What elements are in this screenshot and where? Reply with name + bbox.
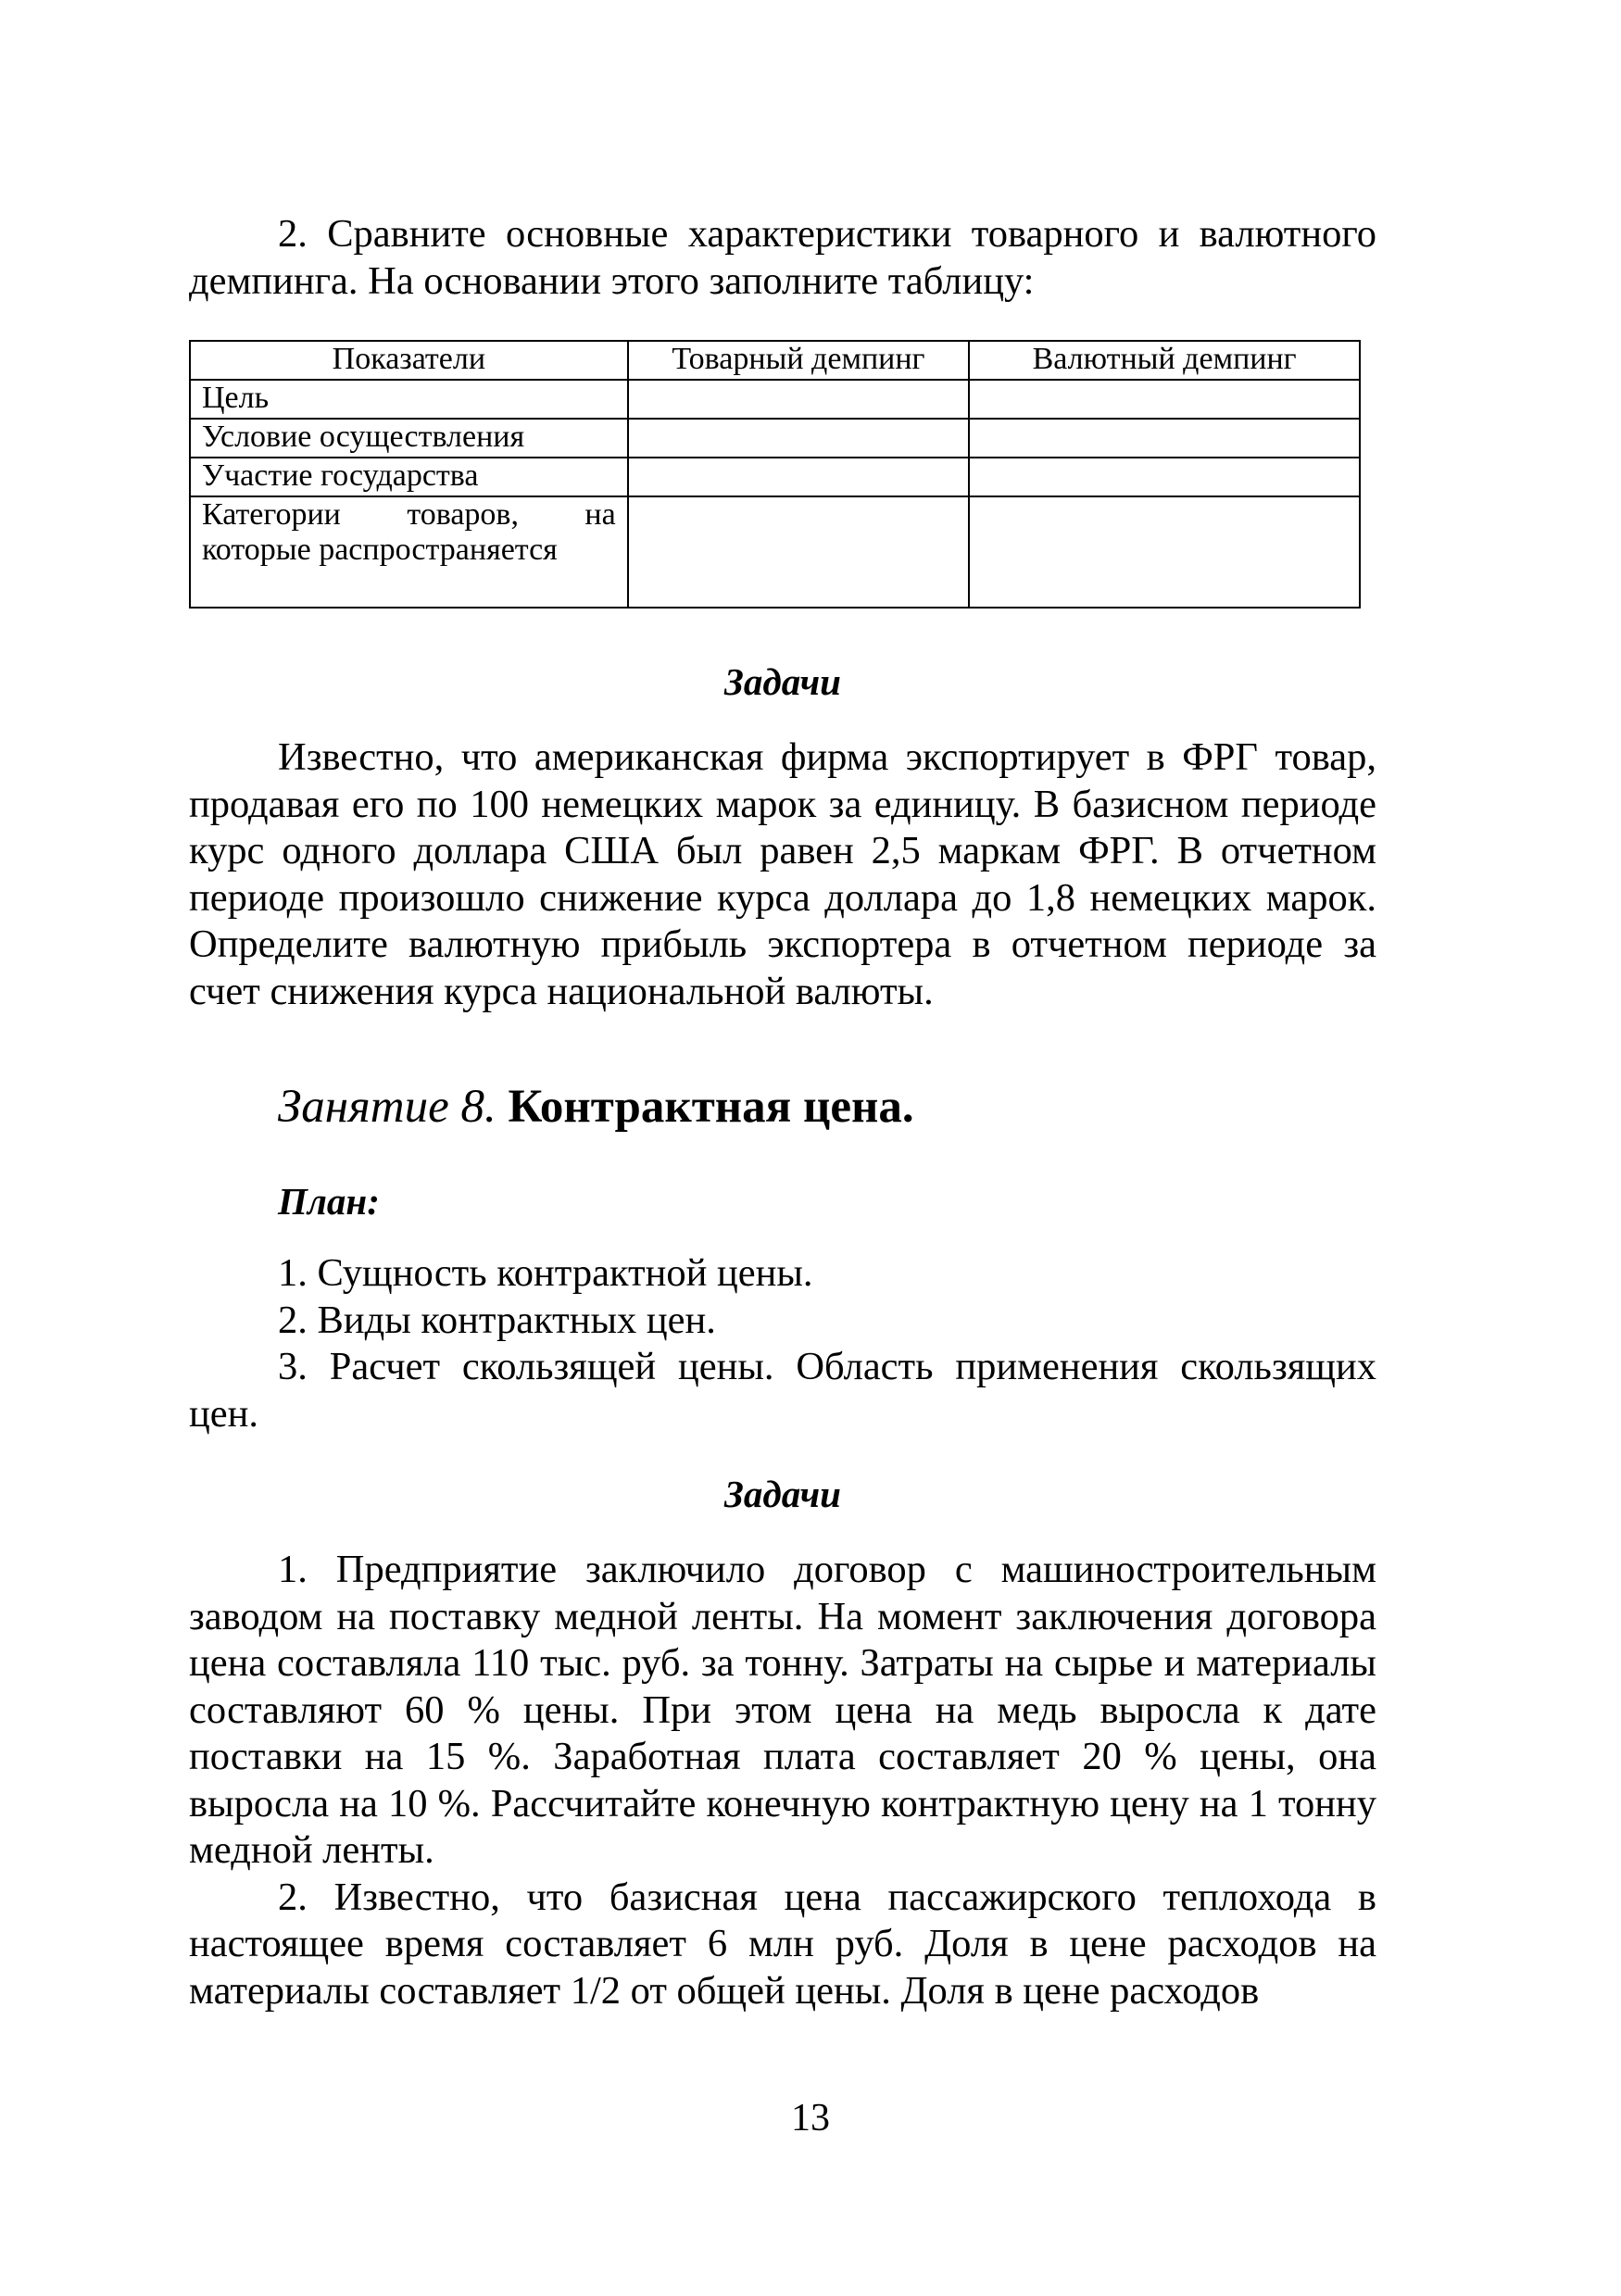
lesson-topic: Контрактная цена. (508, 1081, 914, 1133)
plan-item: 2. Виды контрактных цен. (278, 1298, 716, 1342)
task-paragraph: Известно, что американская фирма экспортирует в ФРГ товар, продавая его по 100 немецких марок за единицу. В базисном периоде курс одного доллара США был равен 2,5 маркам ФРГ. В отчетном периоде произошло снижение курса доллара до 1,8 немецких марок. Определите валютную прибыль экспортера в отчетном периоде за счет снижения курса национальной валюты. (189, 735, 1376, 1013)
intro-paragraph: 2. Сравните основные характеристики товарного и валютного демпинга. На основании этого заполните таблицу: (189, 212, 1376, 303)
lesson-title (278, 1078, 1376, 1135)
task-item: 2. Известно, что базисная цена пассажирского теплохода в настоящее время составляет 6 млн руб. Доля в цене расходов на материалы составляет 1/2 от общей цены. Доля в цене расходов (189, 1875, 1376, 2013)
table-empty-cell (969, 419, 1360, 458)
table-row-label: Условие осуществления (190, 419, 628, 458)
table-row-label: Участие государства (190, 458, 628, 496)
plan-item: 1. Сущность контрактной цены. (278, 1251, 813, 1295)
table-empty-cell (969, 380, 1360, 419)
page-number: 13 (791, 2097, 830, 2139)
tasks-heading: Задачи (724, 1473, 841, 1515)
table-empty-cell (969, 496, 1360, 608)
table-empty-cell (969, 458, 1360, 496)
table-row-label: Цель (190, 380, 628, 419)
table-row-label: Категории товаров, на которые распространяется (190, 496, 628, 608)
table-header-cell: Показатели (190, 341, 628, 380)
table-empty-cell (628, 419, 970, 458)
task-item: 1. Предприятие заключило договор с машиностроительным заводом на поставку медной ленты. На момент заключения договора цена составляла 110 тыс. руб. за тонну. Затраты на сырье и материалы составляют 60 % цены. При этом цена на медь выросла к дате поставки на 15 %. Заработная плата составляет 20 % цены, она выросла на 10 %. Рассчитайте конечную контрактную цену на 1 тонну медной ленты. (189, 1548, 1376, 1872)
table-row (190, 458, 1360, 496)
table-row (190, 496, 1360, 608)
plan-item: 3. Расчет скользящей цены. Область применения скользящих цен. (189, 1345, 1376, 1436)
table-header-cell: Товарный демпинг (628, 341, 970, 380)
lesson-label: Занятие 8. (278, 1081, 496, 1133)
tasks-heading: Задачи (724, 660, 841, 703)
plan-heading: План: (278, 1180, 380, 1223)
table-empty-cell (628, 496, 970, 608)
table-header-row (190, 341, 1360, 380)
page-content (189, 211, 1376, 2014)
table-row (190, 419, 1360, 458)
table-row (190, 380, 1360, 419)
comparison-table (189, 340, 1361, 609)
table-empty-cell (628, 458, 970, 496)
table-empty-cell (628, 380, 970, 419)
table-header-cell: Валютный демпинг (969, 341, 1360, 380)
